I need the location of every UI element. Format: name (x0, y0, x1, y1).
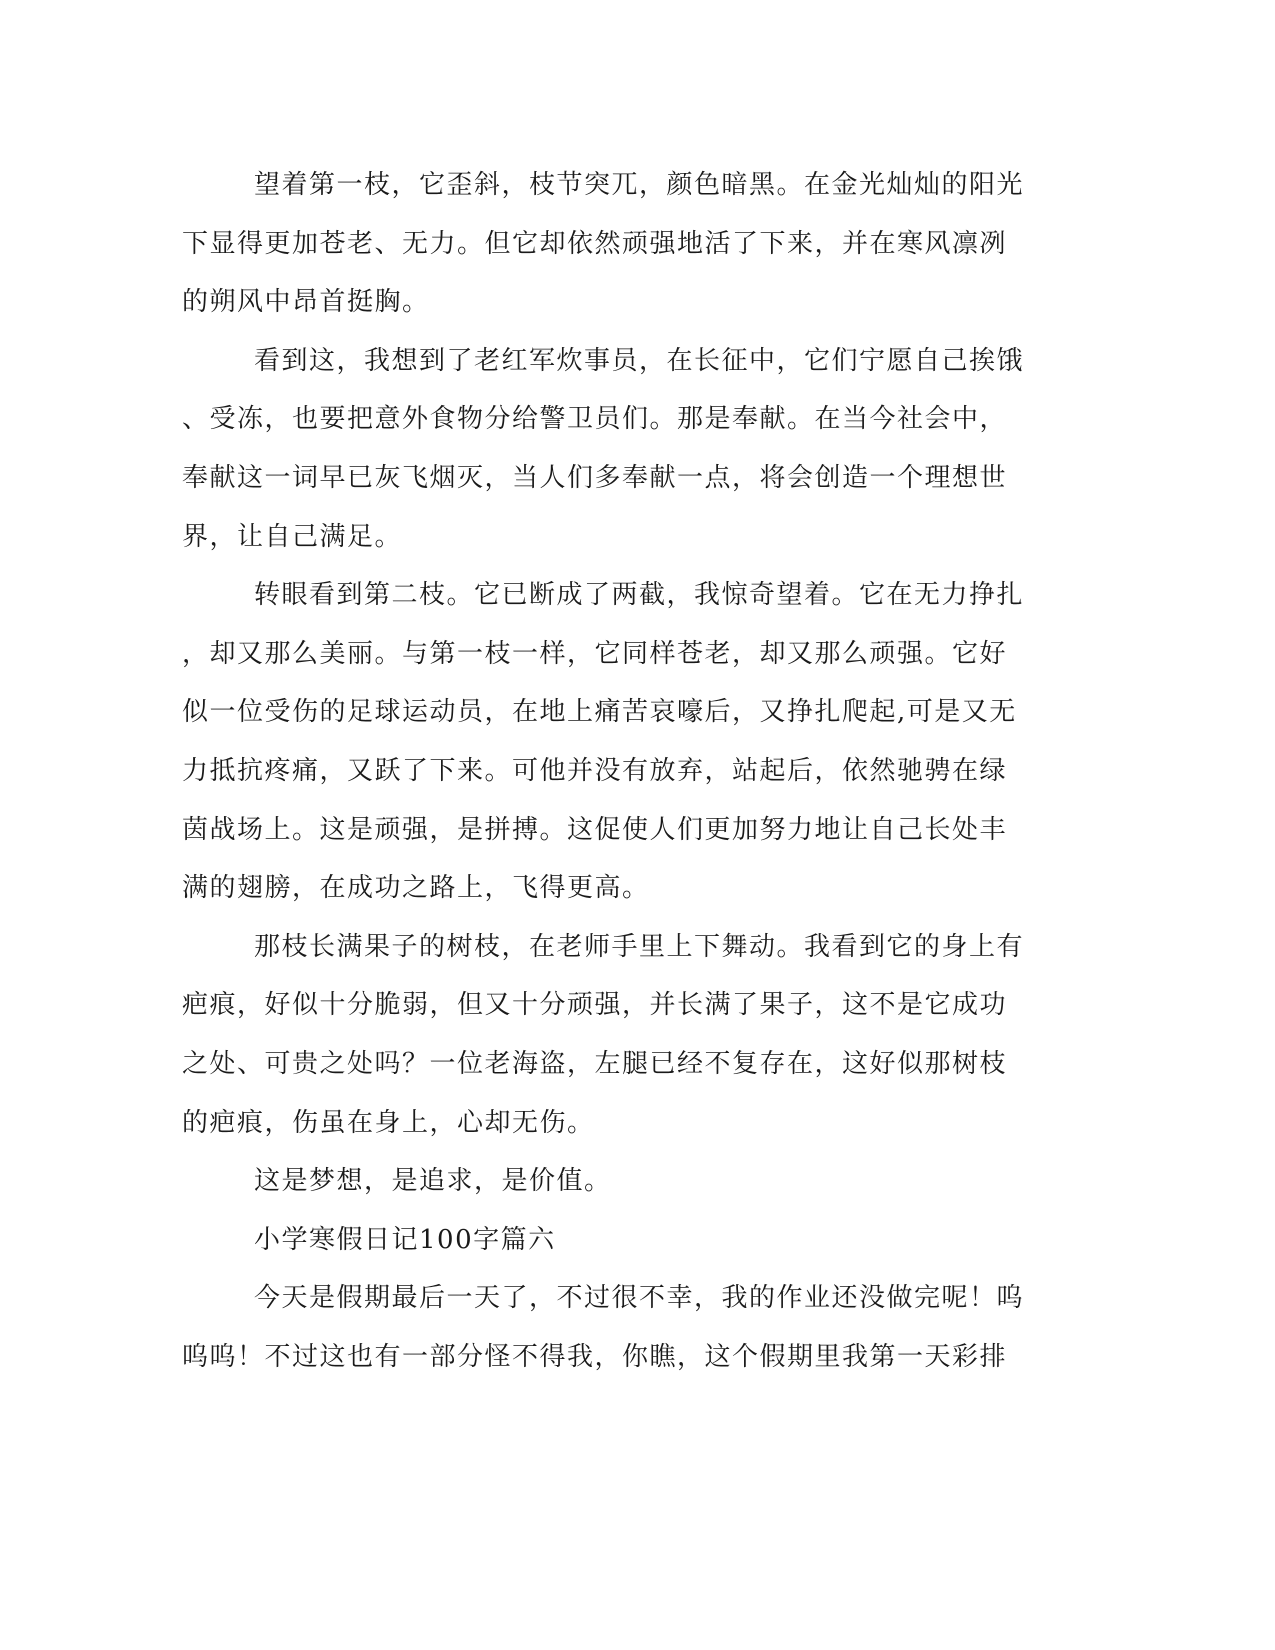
paragraph-line: 望着第一枝，它歪斜，枝节突兀，颜色暗黑。在金光灿灿的阳光 (254, 170, 1025, 200)
paragraph-line: 界，让自己满足。 (182, 521, 403, 552)
paragraph-line: 疤痕，好似十分脆弱，但又十分顽强，并长满了果子，这不是它成功 (182, 990, 1008, 1021)
paragraph-line: 的朔风中昂首挺胸。 (182, 287, 430, 318)
paragraph-line: 这是梦想，是追求，是价值。 (254, 1166, 612, 1197)
paragraph-line: 下显得更加苍老、无力。但它却依然顽强地活了下来，并在寒风凛冽 (182, 228, 1008, 259)
paragraph-line: 满的翅膀，在成功之路上，飞得更高。 (182, 873, 650, 904)
section-heading: 小学寒假日记100字篇六 (254, 1224, 556, 1255)
paragraph-line: 的疤痕，伤虽在身上，心却无伤。 (182, 1107, 595, 1138)
paragraph-line: ，却又那么美丽。与第一枝一样，它同样苍老，却又那么顽强。它好 (182, 638, 1008, 669)
paragraph-line: 看到这，我想到了老红军炊事员，在长征中，它们宁愿自己挨饿 (254, 345, 1025, 376)
paragraph-line: 奉献这一词早已灰飞烟灭，当人们多奉献一点，将会创造一个理想世 (182, 462, 1008, 493)
paragraph-line: 力抵抗疼痛，又跃了下来。可他并没有放弃，站起后，依然驰骋在绿 (182, 755, 1008, 786)
paragraph-line: 似一位受伤的足球运动员，在地上痛苦哀嚎后，又挣扎爬起,可是又无 (182, 697, 1017, 728)
paragraph-line: 之处、可贵之处吗？一位老海盗，左腿已经不复存在，这好似那树枝 (182, 1048, 1008, 1079)
document-body (182, 156, 1032, 1386)
paragraph-line: 呜呜！不过这也有一部分怪不得我，你瞧，这个假期里我第一天彩排 (182, 1341, 1008, 1372)
paragraph-line: 那枝长满果子的树枝，在老师手里上下舞动。我看到它的身上有 (254, 931, 1025, 962)
paragraph-line: 、受冻，也要把意外食物分给警卫员们。那是奉献。在当今社会中， (182, 404, 1008, 435)
paragraph-line: 茵战场上。这是顽强，是拼搏。这促使人们更加努力地让自己长处丰 (182, 814, 1008, 845)
paragraph-line: 今天是假期最后一天了，不过很不幸，我的作业还没做完呢！呜 (254, 1283, 1025, 1314)
paragraph-line: 转眼看到第二枝。它已断成了两截，我惊奇望着。它在无力挣扎 (254, 580, 1025, 611)
